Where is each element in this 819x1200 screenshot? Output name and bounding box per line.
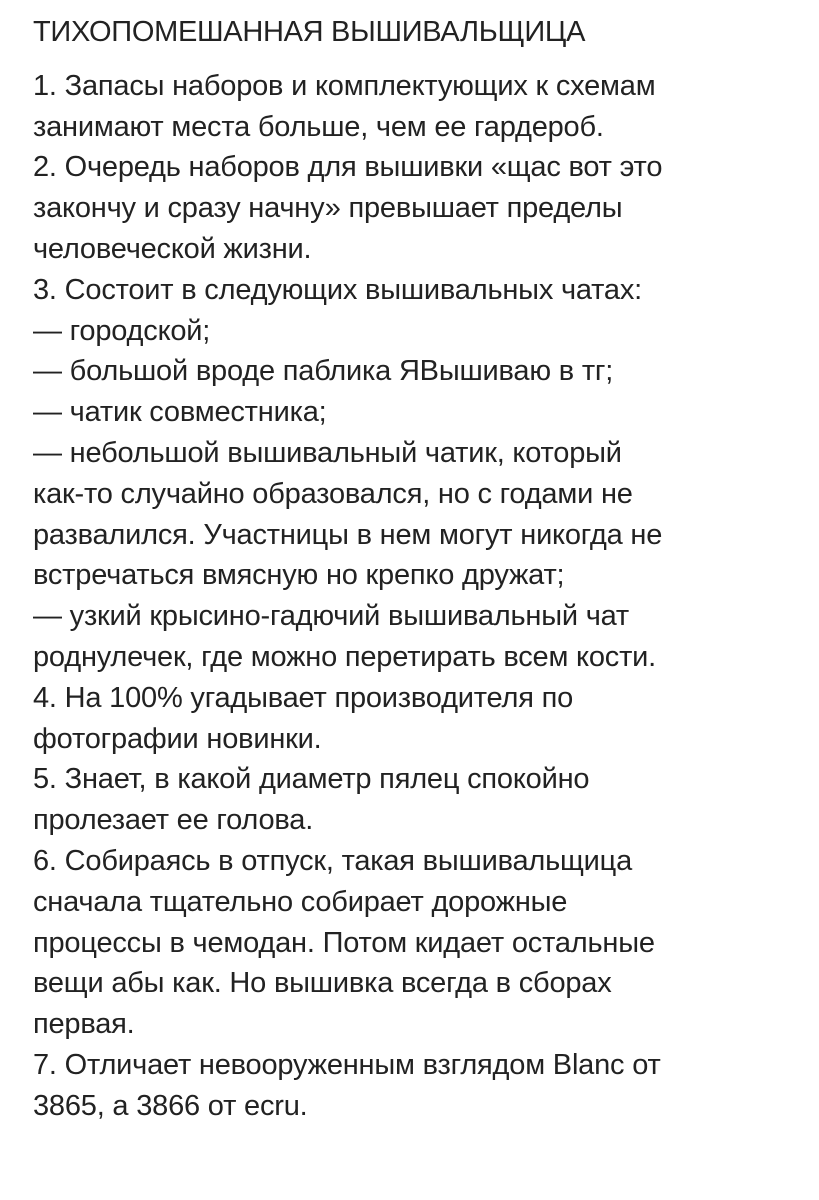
text-line: вещи абы как. Но вышивка всегда в сборах <box>33 967 612 1000</box>
text-line: сначала тщательно собирает дорожные <box>33 885 568 918</box>
text-line: развалился. Участницы в нем могут никогда не <box>33 518 663 551</box>
text-line: — большой вроде паблика ЯВышиваю в тг; <box>33 355 614 388</box>
text-line: закончу и сразу начну» превышает пределы <box>33 192 623 225</box>
text-line: человеческой жизни. <box>33 232 312 265</box>
text-line: 5. Знает, в какой диаметр пялец спокойно <box>33 763 590 796</box>
post-title: ТИХОПОМЕШАННАЯ ВЫШИВАЛЬЩИЦА <box>33 16 586 48</box>
text-line: 7. Отличает невооруженным взглядом Blanc от <box>33 1048 661 1081</box>
text-line: 4. На 100% угадывает производителя по <box>33 681 574 714</box>
text-line: пролезает ее голова. <box>33 804 314 837</box>
text-line: — чатик совместника; <box>33 396 327 429</box>
text-line: фотографии новинки. <box>33 722 322 755</box>
text-line: — узкий крысино-гадючий вышивальный чат <box>33 600 629 633</box>
text-line: 3865, а 3866 от ecru. <box>33 1089 308 1122</box>
text-line: роднулечек, где можно перетирать всем кости. <box>33 640 657 673</box>
text-line: 1. Запасы наборов и комплектующих к схемам <box>33 69 656 102</box>
text-line: встречаться вмясную но крепко дружат; <box>33 559 565 592</box>
text-line: процессы в чемодан. Потом кидает остальные <box>33 926 655 959</box>
post-body <box>33 66 789 1127</box>
text-line: — городской; <box>33 314 211 347</box>
text-line: первая. <box>33 1008 135 1041</box>
text-line: 2. Очередь наборов для вышивки «щас вот это <box>33 151 663 184</box>
text-line: 3. Состоит в следующих вышивальных чатах: <box>33 273 643 306</box>
text-line: как-то случайно образовался, но с годами не <box>33 477 633 510</box>
text-line: — небольшой вышивальный чатик, который <box>33 436 622 469</box>
text-line: 6. Собираясь в отпуск, такая вышивальщица <box>33 844 633 877</box>
text-line: занимают места больше, чем ее гардероб. <box>33 110 604 143</box>
